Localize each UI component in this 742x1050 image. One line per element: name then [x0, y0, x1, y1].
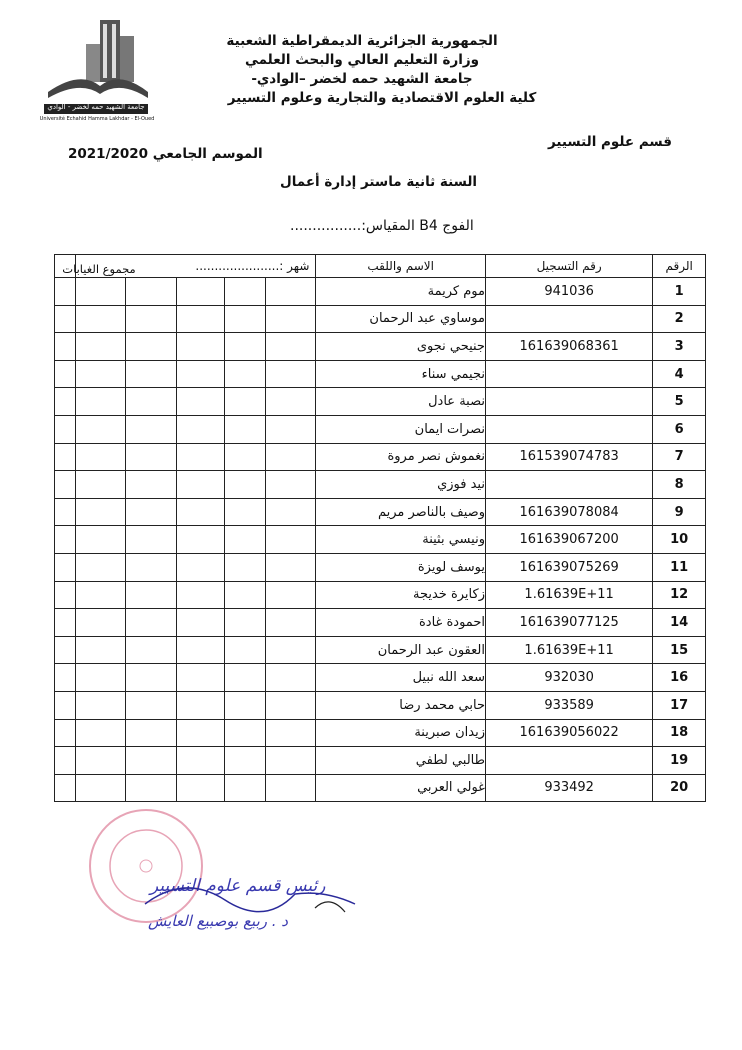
- student-name: نصرات ايمان: [316, 415, 486, 443]
- attendance-cell: [224, 691, 265, 719]
- row-number: 5: [653, 388, 706, 416]
- row-number: 7: [653, 443, 706, 471]
- student-name: موساوي عبد الرحمان: [316, 305, 486, 333]
- attendance-cell: [126, 333, 176, 361]
- table-row: [55, 747, 706, 775]
- attendance-cell: [224, 719, 265, 747]
- row-number: 4: [653, 360, 706, 388]
- academic-season: الموسم الجامعي 2021/2020: [68, 146, 263, 162]
- attendance-cell: [224, 498, 265, 526]
- table-row: [55, 774, 706, 802]
- student-name: العقون عبد الرحمان: [316, 636, 486, 664]
- attendance-cell: [126, 278, 176, 306]
- attendance-cell: [176, 443, 224, 471]
- total-absences-cell: [55, 747, 76, 775]
- total-absences-cell: [55, 774, 76, 802]
- table-row: [55, 609, 706, 637]
- attendance-cell: [224, 415, 265, 443]
- header-block: [212, 32, 537, 108]
- table-row: [55, 636, 706, 664]
- student-name: نصبة عادل: [316, 388, 486, 416]
- attendance-cell: [176, 747, 224, 775]
- signature-name: د . ربيع بوصبيع العايش: [148, 912, 288, 930]
- attendance-cell: [75, 278, 125, 306]
- attendance-cell: [75, 581, 125, 609]
- attendance-cell: [75, 333, 125, 361]
- student-name: سعد الله نبيل: [316, 664, 486, 692]
- attendance-cell: [176, 774, 224, 802]
- attendance-cell: [75, 636, 125, 664]
- total-absences-cell: [55, 719, 76, 747]
- student-name: احمودة غادة: [316, 609, 486, 637]
- total-absences-cell: [55, 278, 76, 306]
- attendance-cell: [224, 360, 265, 388]
- signature-title: رئيس قسم علوم التسيير: [150, 876, 326, 896]
- row-number: 8: [653, 471, 706, 499]
- table-row: [55, 333, 706, 361]
- attendance-table: [54, 254, 706, 802]
- attendance-cell: [126, 388, 176, 416]
- total-absences-cell: [55, 388, 76, 416]
- header-faculty: كلية العلوم الاقتصادية والتجارية وعلوم التسيير: [227, 90, 537, 106]
- student-name: موم كريمة: [316, 278, 486, 306]
- header-ministry: وزارة التعليم العالي والبحث العلمي: [244, 52, 480, 68]
- attendance-cell: [224, 636, 265, 664]
- attendance-cell: [265, 553, 315, 581]
- logo-arabic-text: جامعة الشهيد حمه لخضر - الوادي: [47, 103, 145, 111]
- registration-number: 933492: [485, 774, 652, 802]
- registration-number: 161639078084: [485, 498, 652, 526]
- registration-number: 161639077125: [485, 609, 652, 637]
- student-name: غولي العربي: [316, 774, 486, 802]
- registration-number: 932030: [485, 664, 652, 692]
- attendance-cell: [224, 581, 265, 609]
- header-university: جامعة الشهيد حمه لخضر –الوادي-: [251, 71, 473, 87]
- table-header-row: [55, 255, 706, 278]
- total-absences-cell: [55, 471, 76, 499]
- table-row: [55, 415, 706, 443]
- row-number: 20: [653, 774, 706, 802]
- attendance-cell: [176, 664, 224, 692]
- student-name: نيد فوزي: [316, 471, 486, 499]
- attendance-cell: [224, 388, 265, 416]
- row-number: 17: [653, 691, 706, 719]
- student-name: طالبي لطفي: [316, 747, 486, 775]
- attendance-cell: [176, 360, 224, 388]
- attendance-cell: [265, 636, 315, 664]
- registration-number: 1.61639E+11: [485, 636, 652, 664]
- col-name-header: الاسم واللقب: [316, 255, 486, 278]
- student-name: زيدان صبرينة: [316, 719, 486, 747]
- attendance-cell: [126, 691, 176, 719]
- attendance-cell: [126, 471, 176, 499]
- attendance-cell: [224, 553, 265, 581]
- attendance-cell: [75, 388, 125, 416]
- attendance-cell: [75, 415, 125, 443]
- attendance-cell: [265, 526, 315, 554]
- total-absences-cell: [55, 609, 76, 637]
- student-name: زكايرة خديجة: [316, 581, 486, 609]
- attendance-cell: [176, 691, 224, 719]
- row-number: 16: [653, 664, 706, 692]
- row-number: 9: [653, 498, 706, 526]
- attendance-cell: [176, 498, 224, 526]
- attendance-cell: [126, 747, 176, 775]
- registration-number: 1.61639E+11: [485, 581, 652, 609]
- col-registration-header: رقم التسجيل: [485, 255, 652, 278]
- row-number: 12: [653, 581, 706, 609]
- attendance-cell: [265, 360, 315, 388]
- attendance-cell: [126, 443, 176, 471]
- row-number: 19: [653, 747, 706, 775]
- student-name: حابي محمد رضا: [316, 691, 486, 719]
- row-number: 1: [653, 278, 706, 306]
- row-number: 11: [653, 553, 706, 581]
- attendance-cell: [126, 360, 176, 388]
- attendance-cell: [75, 747, 125, 775]
- attendance-cell: [126, 415, 176, 443]
- col-number-header: الرقم: [653, 255, 706, 278]
- attendance-cell: [265, 691, 315, 719]
- logo-latin-text: Université Echahid Hamma Lakhdar - El-Oued: [39, 116, 155, 122]
- row-number: 15: [653, 636, 706, 664]
- table-row: [55, 360, 706, 388]
- registration-number: [485, 388, 652, 416]
- attendance-cell: [126, 553, 176, 581]
- attendance-cell: [224, 664, 265, 692]
- attendance-cell: [224, 278, 265, 306]
- registration-number: 941036: [485, 278, 652, 306]
- attendance-cell: [224, 774, 265, 802]
- attendance-cell: [265, 498, 315, 526]
- attendance-cell: [126, 664, 176, 692]
- attendance-cell: [176, 305, 224, 333]
- group-module-line: الفوج B4 المقياس:................: [290, 218, 474, 234]
- attendance-cell: [126, 636, 176, 664]
- attendance-cell: [176, 719, 224, 747]
- department: قسم علوم التسيير: [547, 134, 672, 150]
- attendance-cell: [265, 747, 315, 775]
- attendance-cell: [265, 333, 315, 361]
- total-absences-cell: [55, 636, 76, 664]
- header-republic: الجمهورية الجزائرية الديمقراطية الشعبية: [226, 33, 498, 49]
- row-number: 14: [653, 609, 706, 637]
- total-absences-cell: [55, 360, 76, 388]
- attendance-cell: [176, 526, 224, 554]
- attendance-cell: [176, 609, 224, 637]
- attendance-cell: [265, 609, 315, 637]
- registration-number: [485, 360, 652, 388]
- registration-number: 161639075269: [485, 553, 652, 581]
- attendance-cell: [75, 360, 125, 388]
- attendance-cell: [224, 747, 265, 775]
- attendance-cell: [265, 443, 315, 471]
- registration-number: 161539074783: [485, 443, 652, 471]
- total-absences-cell: [55, 498, 76, 526]
- registration-number: 933589: [485, 691, 652, 719]
- total-absences-cell: [55, 333, 76, 361]
- row-number: 2: [653, 305, 706, 333]
- student-name: جنيحي نجوى: [316, 333, 486, 361]
- total-absences-cell: [55, 664, 76, 692]
- attendance-cell: [265, 471, 315, 499]
- attendance-cell: [126, 774, 176, 802]
- student-name: نجيمي سناء: [316, 360, 486, 388]
- student-name: وصيف بالناصر مريم: [316, 498, 486, 526]
- attendance-cell: [75, 553, 125, 581]
- attendance-cell: [224, 305, 265, 333]
- attendance-cell: [126, 581, 176, 609]
- total-absences-cell: [55, 581, 76, 609]
- attendance-cell: [75, 498, 125, 526]
- attendance-cell: [176, 415, 224, 443]
- registration-number: [485, 747, 652, 775]
- student-name: نغموش نصر مروة: [316, 443, 486, 471]
- attendance-cell: [224, 333, 265, 361]
- student-name: يوسف لويزة: [316, 553, 486, 581]
- table-row: [55, 691, 706, 719]
- attendance-cell: [265, 664, 315, 692]
- total-absences-cell: [55, 305, 76, 333]
- row-number: 18: [653, 719, 706, 747]
- table-row: [55, 388, 706, 416]
- total-absences-cell: [55, 691, 76, 719]
- table-row: [55, 278, 706, 306]
- total-absences-cell: [55, 553, 76, 581]
- attendance-cell: [265, 719, 315, 747]
- registration-number: [485, 305, 652, 333]
- attendance-cell: [265, 581, 315, 609]
- attendance-cell: [176, 636, 224, 664]
- attendance-cell: [224, 471, 265, 499]
- total-absences-cell: [55, 526, 76, 554]
- row-number: 10: [653, 526, 706, 554]
- registration-number: 161639056022: [485, 719, 652, 747]
- registration-number: 161639068361: [485, 333, 652, 361]
- attendance-cell: [176, 388, 224, 416]
- registration-number: 161639067200: [485, 526, 652, 554]
- attendance-cell: [176, 278, 224, 306]
- total-absences-cell: [55, 415, 76, 443]
- attendance-cell: [75, 526, 125, 554]
- student-name: ونيسي بثينة: [316, 526, 486, 554]
- table-row: [55, 443, 706, 471]
- attendance-cell: [265, 415, 315, 443]
- table-row: [55, 664, 706, 692]
- handwritten-signature: [125, 864, 375, 944]
- table-row: [55, 719, 706, 747]
- attendance-cell: [265, 305, 315, 333]
- attendance-cell: [265, 774, 315, 802]
- attendance-cell: [75, 471, 125, 499]
- total-absences-cell: [55, 443, 76, 471]
- row-number: 6: [653, 415, 706, 443]
- attendance-cell: [265, 278, 315, 306]
- attendance-cell: [75, 609, 125, 637]
- attendance-cell: [126, 719, 176, 747]
- table-row: [55, 526, 706, 554]
- col-total-header-label: مجموع الغيابات: [62, 262, 136, 276]
- attendance-cell: [126, 498, 176, 526]
- table-row: [55, 305, 706, 333]
- attendance-cell: [75, 774, 125, 802]
- program-title: السنة ثانية ماستر إدارة أعمال: [280, 174, 478, 190]
- attendance-cell: [176, 553, 224, 581]
- attendance-cell: [176, 471, 224, 499]
- attendance-cell: [75, 719, 125, 747]
- table-row: [55, 471, 706, 499]
- attendance-cell: [75, 664, 125, 692]
- row-number: 3: [653, 333, 706, 361]
- attendance-cell: [75, 691, 125, 719]
- registration-number: [485, 471, 652, 499]
- attendance-cell: [126, 526, 176, 554]
- registration-number: [485, 415, 652, 443]
- table-row: [55, 553, 706, 581]
- table-row: [55, 498, 706, 526]
- table-row: [55, 581, 706, 609]
- attendance-cell: [126, 609, 176, 637]
- attendance-cell: [75, 305, 125, 333]
- attendance-cell: [75, 443, 125, 471]
- attendance-cell: [224, 526, 265, 554]
- attendance-cell: [126, 305, 176, 333]
- attendance-cell: [224, 443, 265, 471]
- attendance-cell: [176, 333, 224, 361]
- attendance-cell: [265, 388, 315, 416]
- col-month-header: شهر :......................: [75, 255, 316, 278]
- attendance-cell: [176, 581, 224, 609]
- attendance-cell: [224, 609, 265, 637]
